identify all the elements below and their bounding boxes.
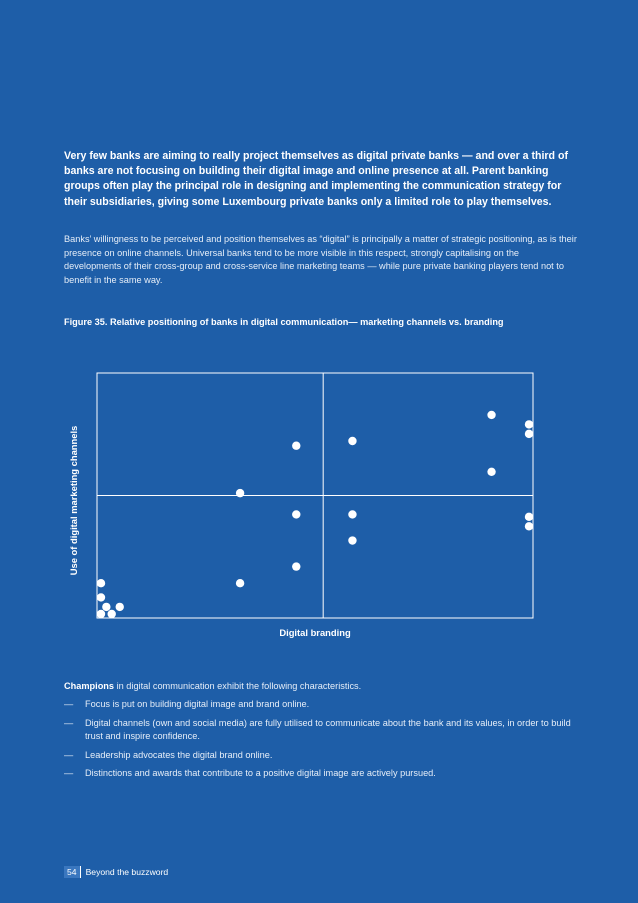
- x-axis-label: Digital branding: [279, 627, 351, 638]
- list-item: [64, 749, 578, 762]
- list-item: [64, 767, 578, 780]
- scatter-point: [292, 562, 300, 570]
- scatter-point: [97, 593, 105, 601]
- dash-marker: —: [64, 768, 74, 779]
- list-item-text: Digital channels (own and social media) are fully utilised to communicate about the bank and its values, in order to build trust and inspire confidence.: [85, 717, 571, 742]
- scatter-point: [97, 610, 105, 618]
- scatter-point: [487, 468, 495, 476]
- scatter-point: [108, 610, 116, 618]
- scatter-point: [97, 579, 105, 587]
- intro-paragraph: Banks’ willingness to be perceived and position themselves as “digital” is principally a matter of strategic positioning, as is their presence on online channels. Universal banks tend to be more visible in this respect, strongly capitalising on the developments of their cross-group and cross-service line marketing teams — while pure private banking players tend not to benefit in the same way.: [64, 234, 577, 285]
- chart-svg: [64, 370, 554, 650]
- scatter-point: [525, 513, 533, 521]
- list-item-text: Focus is put on building digital image and brand online.: [85, 699, 310, 710]
- lead-paragraph: Very few banks are aiming to really project themselves as digital private banks — and over a third of banks are not focusing on building their digital image and online presence at all. Parent banking groups often play the principal role in designing and implementing the communication strategy for their subsidiaries, giving some Luxembourg private banks only a limited role to play themselves.: [64, 150, 568, 208]
- dash-marker: —: [64, 749, 74, 760]
- scatter-point: [236, 579, 244, 587]
- y-axis-label: Use of digital marketing channels: [68, 425, 79, 576]
- scatter-point: [487, 411, 495, 419]
- dash-marker: —: [64, 717, 74, 728]
- scatter-point: [525, 522, 533, 530]
- page-number: 54: [64, 866, 81, 878]
- scatter-point: [292, 510, 300, 518]
- scatter-point: [348, 510, 356, 518]
- scatter-point: [236, 489, 244, 497]
- list-item: [64, 717, 578, 744]
- scatter-point: [102, 603, 110, 611]
- list-item-text: Distinctions and awards that contribute to a positive digital image are actively pursued.: [85, 768, 436, 779]
- champions-section: [64, 680, 578, 785]
- scatter-chart: [64, 370, 554, 650]
- scatter-point: [292, 442, 300, 450]
- champions-rest: in digital communication exhibit the following characteristics.: [114, 681, 362, 691]
- dash-marker: —: [64, 699, 74, 710]
- page-footer: [64, 865, 168, 879]
- scatter-point: [116, 603, 124, 611]
- scatter-point: [525, 420, 533, 428]
- champions-list: [64, 698, 578, 780]
- scatter-point: [348, 437, 356, 445]
- list-item: [64, 698, 578, 711]
- champions-intro: [64, 680, 578, 693]
- footer-title: Beyond the buzzword: [85, 867, 169, 877]
- scatter-point: [348, 536, 356, 544]
- champions-bold: Champions: [64, 681, 115, 691]
- figure-title: Figure 35. Relative positioning of banks in digital communication— marketing channels vs. branding: [64, 317, 504, 327]
- scatter-point: [525, 430, 533, 438]
- list-item-text: Leadership advocates the digital brand online.: [85, 749, 273, 760]
